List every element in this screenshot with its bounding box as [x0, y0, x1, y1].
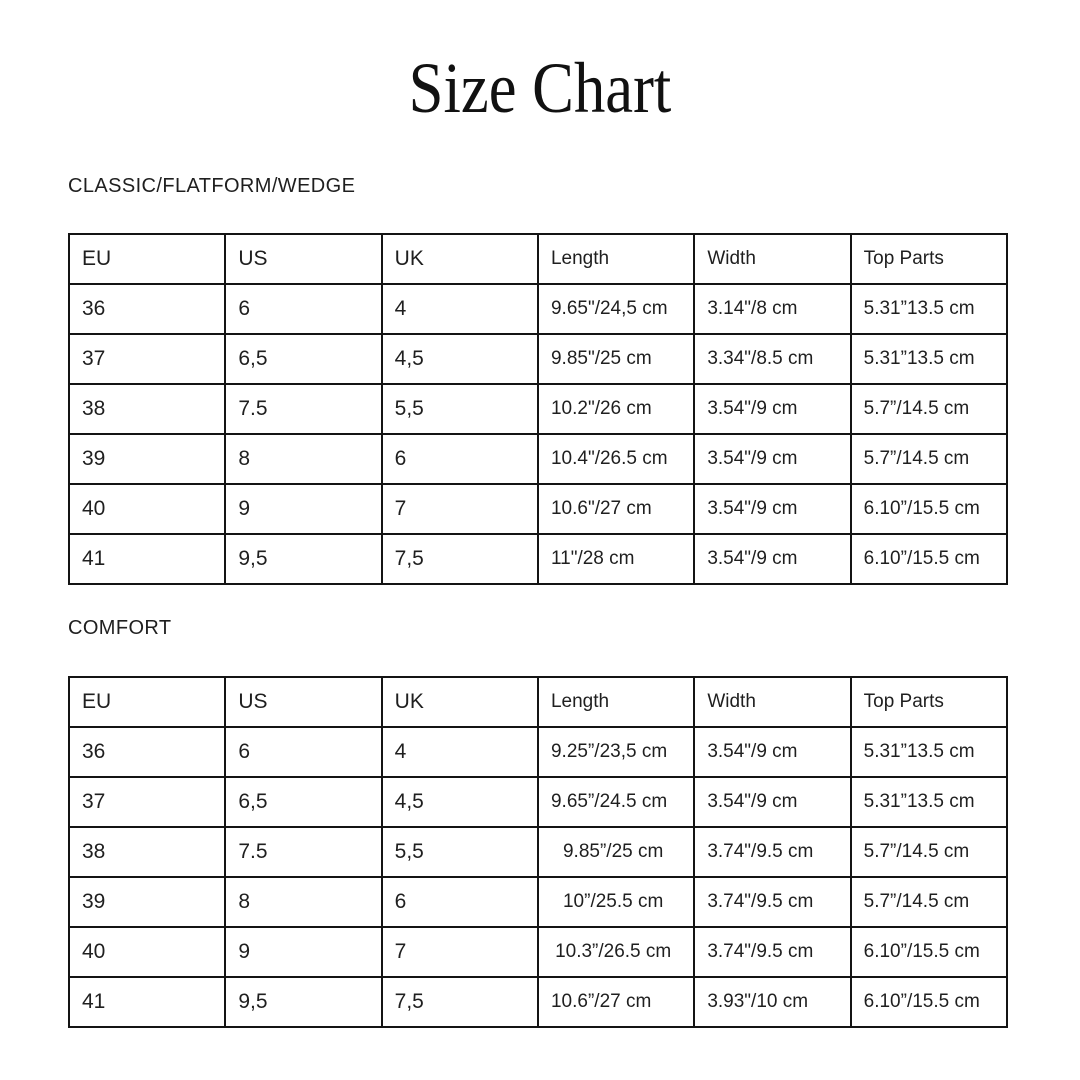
table-cell: 39	[69, 877, 225, 927]
table-row	[69, 534, 1007, 584]
table-row	[69, 727, 1007, 777]
table-cell: 39	[69, 434, 225, 484]
table-header-cell: Length	[538, 234, 694, 284]
table-cell: 3.34"/8.5 cm	[694, 334, 850, 384]
table-cell: 3.74"/9.5 cm	[694, 827, 850, 877]
table-cell: 3.54"/9 cm	[694, 484, 850, 534]
table-row	[69, 284, 1007, 334]
table-cell: 5.7”/14.5 cm	[851, 434, 1007, 484]
table-cell: 40	[69, 484, 225, 534]
table-cell: 6	[225, 284, 381, 334]
table-cell: 4,5	[382, 334, 538, 384]
table-cell: 7,5	[382, 534, 538, 584]
table-cell: 3.54"/9 cm	[694, 727, 850, 777]
table-header-row	[69, 234, 1007, 284]
table-cell: 3.54"/9 cm	[694, 384, 850, 434]
table-cell: 5.31”13.5 cm	[851, 284, 1007, 334]
table-cell: 5.7”/14.5 cm	[851, 877, 1007, 927]
table-cell: 37	[69, 777, 225, 827]
table-cell: 8	[225, 434, 381, 484]
table-cell: 10”/25.5 cm	[538, 877, 694, 927]
table-cell: 41	[69, 534, 225, 584]
table-cell: 7	[382, 484, 538, 534]
table-cell: 9.85”/25 cm	[538, 827, 694, 877]
table-header-cell: US	[225, 234, 381, 284]
table-row	[69, 334, 1007, 384]
table-cell: 38	[69, 827, 225, 877]
table-header-cell: EU	[69, 234, 225, 284]
table-cell: 11"/28 cm	[538, 534, 694, 584]
table-cell: 5.31”13.5 cm	[851, 334, 1007, 384]
table-header-cell: US	[225, 677, 381, 727]
table-cell: 5.7”/14.5 cm	[851, 827, 1007, 877]
table-header-row	[69, 677, 1007, 727]
size-table-classic-flatform-wedge	[68, 233, 1008, 585]
table-cell: 36	[69, 727, 225, 777]
table-cell: 10.6"/27 cm	[538, 484, 694, 534]
table-cell: 10.2"/26 cm	[538, 384, 694, 434]
table-cell: 9,5	[225, 534, 381, 584]
table-row	[69, 434, 1007, 484]
page-title: Size Chart	[408, 48, 672, 128]
table-cell: 6.10”/15.5 cm	[851, 977, 1007, 1027]
table-row	[69, 484, 1007, 534]
table-cell: 6.10”/15.5 cm	[851, 927, 1007, 977]
table-cell: 5.7”/14.5 cm	[851, 384, 1007, 434]
table-cell: 5.31”13.5 cm	[851, 727, 1007, 777]
table-header-cell: Top Parts	[851, 677, 1007, 727]
table-cell: 9	[225, 927, 381, 977]
table-cell: 7,5	[382, 977, 538, 1027]
table-cell: 10.6”/27 cm	[538, 977, 694, 1027]
table-cell: 5.31”13.5 cm	[851, 777, 1007, 827]
table-cell: 10.3”/26.5 cm	[538, 927, 694, 977]
table-header-cell: Width	[694, 234, 850, 284]
table-cell: 41	[69, 977, 225, 1027]
table-cell: 3.54"/9 cm	[694, 434, 850, 484]
table-cell: 36	[69, 284, 225, 334]
table-cell: 3.74"/9.5 cm	[694, 927, 850, 977]
table-cell: 9	[225, 484, 381, 534]
section-label-classic-flatform-wedge: CLASSIC/FLATFORM/WEDGE	[68, 175, 356, 197]
table-cell: 6	[225, 727, 381, 777]
table-cell: 6.10”/15.5 cm	[851, 484, 1007, 534]
table-cell: 38	[69, 384, 225, 434]
table-cell: 6	[382, 877, 538, 927]
table-cell: 6	[382, 434, 538, 484]
table-row	[69, 927, 1007, 977]
table-cell: 3.93"/10 cm	[694, 977, 850, 1027]
size-table	[68, 233, 1008, 585]
table-header-cell: UK	[382, 234, 538, 284]
table-cell: 10.4"/26.5 cm	[538, 434, 694, 484]
table-cell: 3.14"/8 cm	[694, 284, 850, 334]
table-cell: 9.85"/25 cm	[538, 334, 694, 384]
table-cell: 5,5	[382, 384, 538, 434]
table-header-cell: UK	[382, 677, 538, 727]
table-cell: 4	[382, 284, 538, 334]
section-label-comfort: COMFORT	[68, 617, 172, 639]
table-cell: 8	[225, 877, 381, 927]
table-cell: 40	[69, 927, 225, 977]
table-cell: 4	[382, 727, 538, 777]
table-cell: 7.5	[225, 827, 381, 877]
table-cell: 4,5	[382, 777, 538, 827]
table-cell: 6,5	[225, 777, 381, 827]
table-cell: 3.54"/9 cm	[694, 534, 850, 584]
table-row	[69, 777, 1007, 827]
table-cell: 3.74"/9.5 cm	[694, 877, 850, 927]
table-header-cell: Length	[538, 677, 694, 727]
table-header-cell: EU	[69, 677, 225, 727]
table-cell: 37	[69, 334, 225, 384]
table-cell: 6,5	[225, 334, 381, 384]
table-cell: 3.54"/9 cm	[694, 777, 850, 827]
table-header-cell: Top Parts	[851, 234, 1007, 284]
table-cell: 5,5	[382, 827, 538, 877]
table-row	[69, 384, 1007, 434]
table-cell: 9.65”/24.5 cm	[538, 777, 694, 827]
size-table-comfort	[68, 676, 1008, 1028]
table-cell: 9.25”/23,5 cm	[538, 727, 694, 777]
table-cell: 9,5	[225, 977, 381, 1027]
table-row	[69, 877, 1007, 927]
table-header-cell: Width	[694, 677, 850, 727]
table-cell: 6.10”/15.5 cm	[851, 534, 1007, 584]
table-cell: 7.5	[225, 384, 381, 434]
table-row	[69, 977, 1007, 1027]
table-cell: 9.65"/24,5 cm	[538, 284, 694, 334]
table-row	[69, 827, 1007, 877]
size-table	[68, 676, 1008, 1028]
table-cell: 7	[382, 927, 538, 977]
